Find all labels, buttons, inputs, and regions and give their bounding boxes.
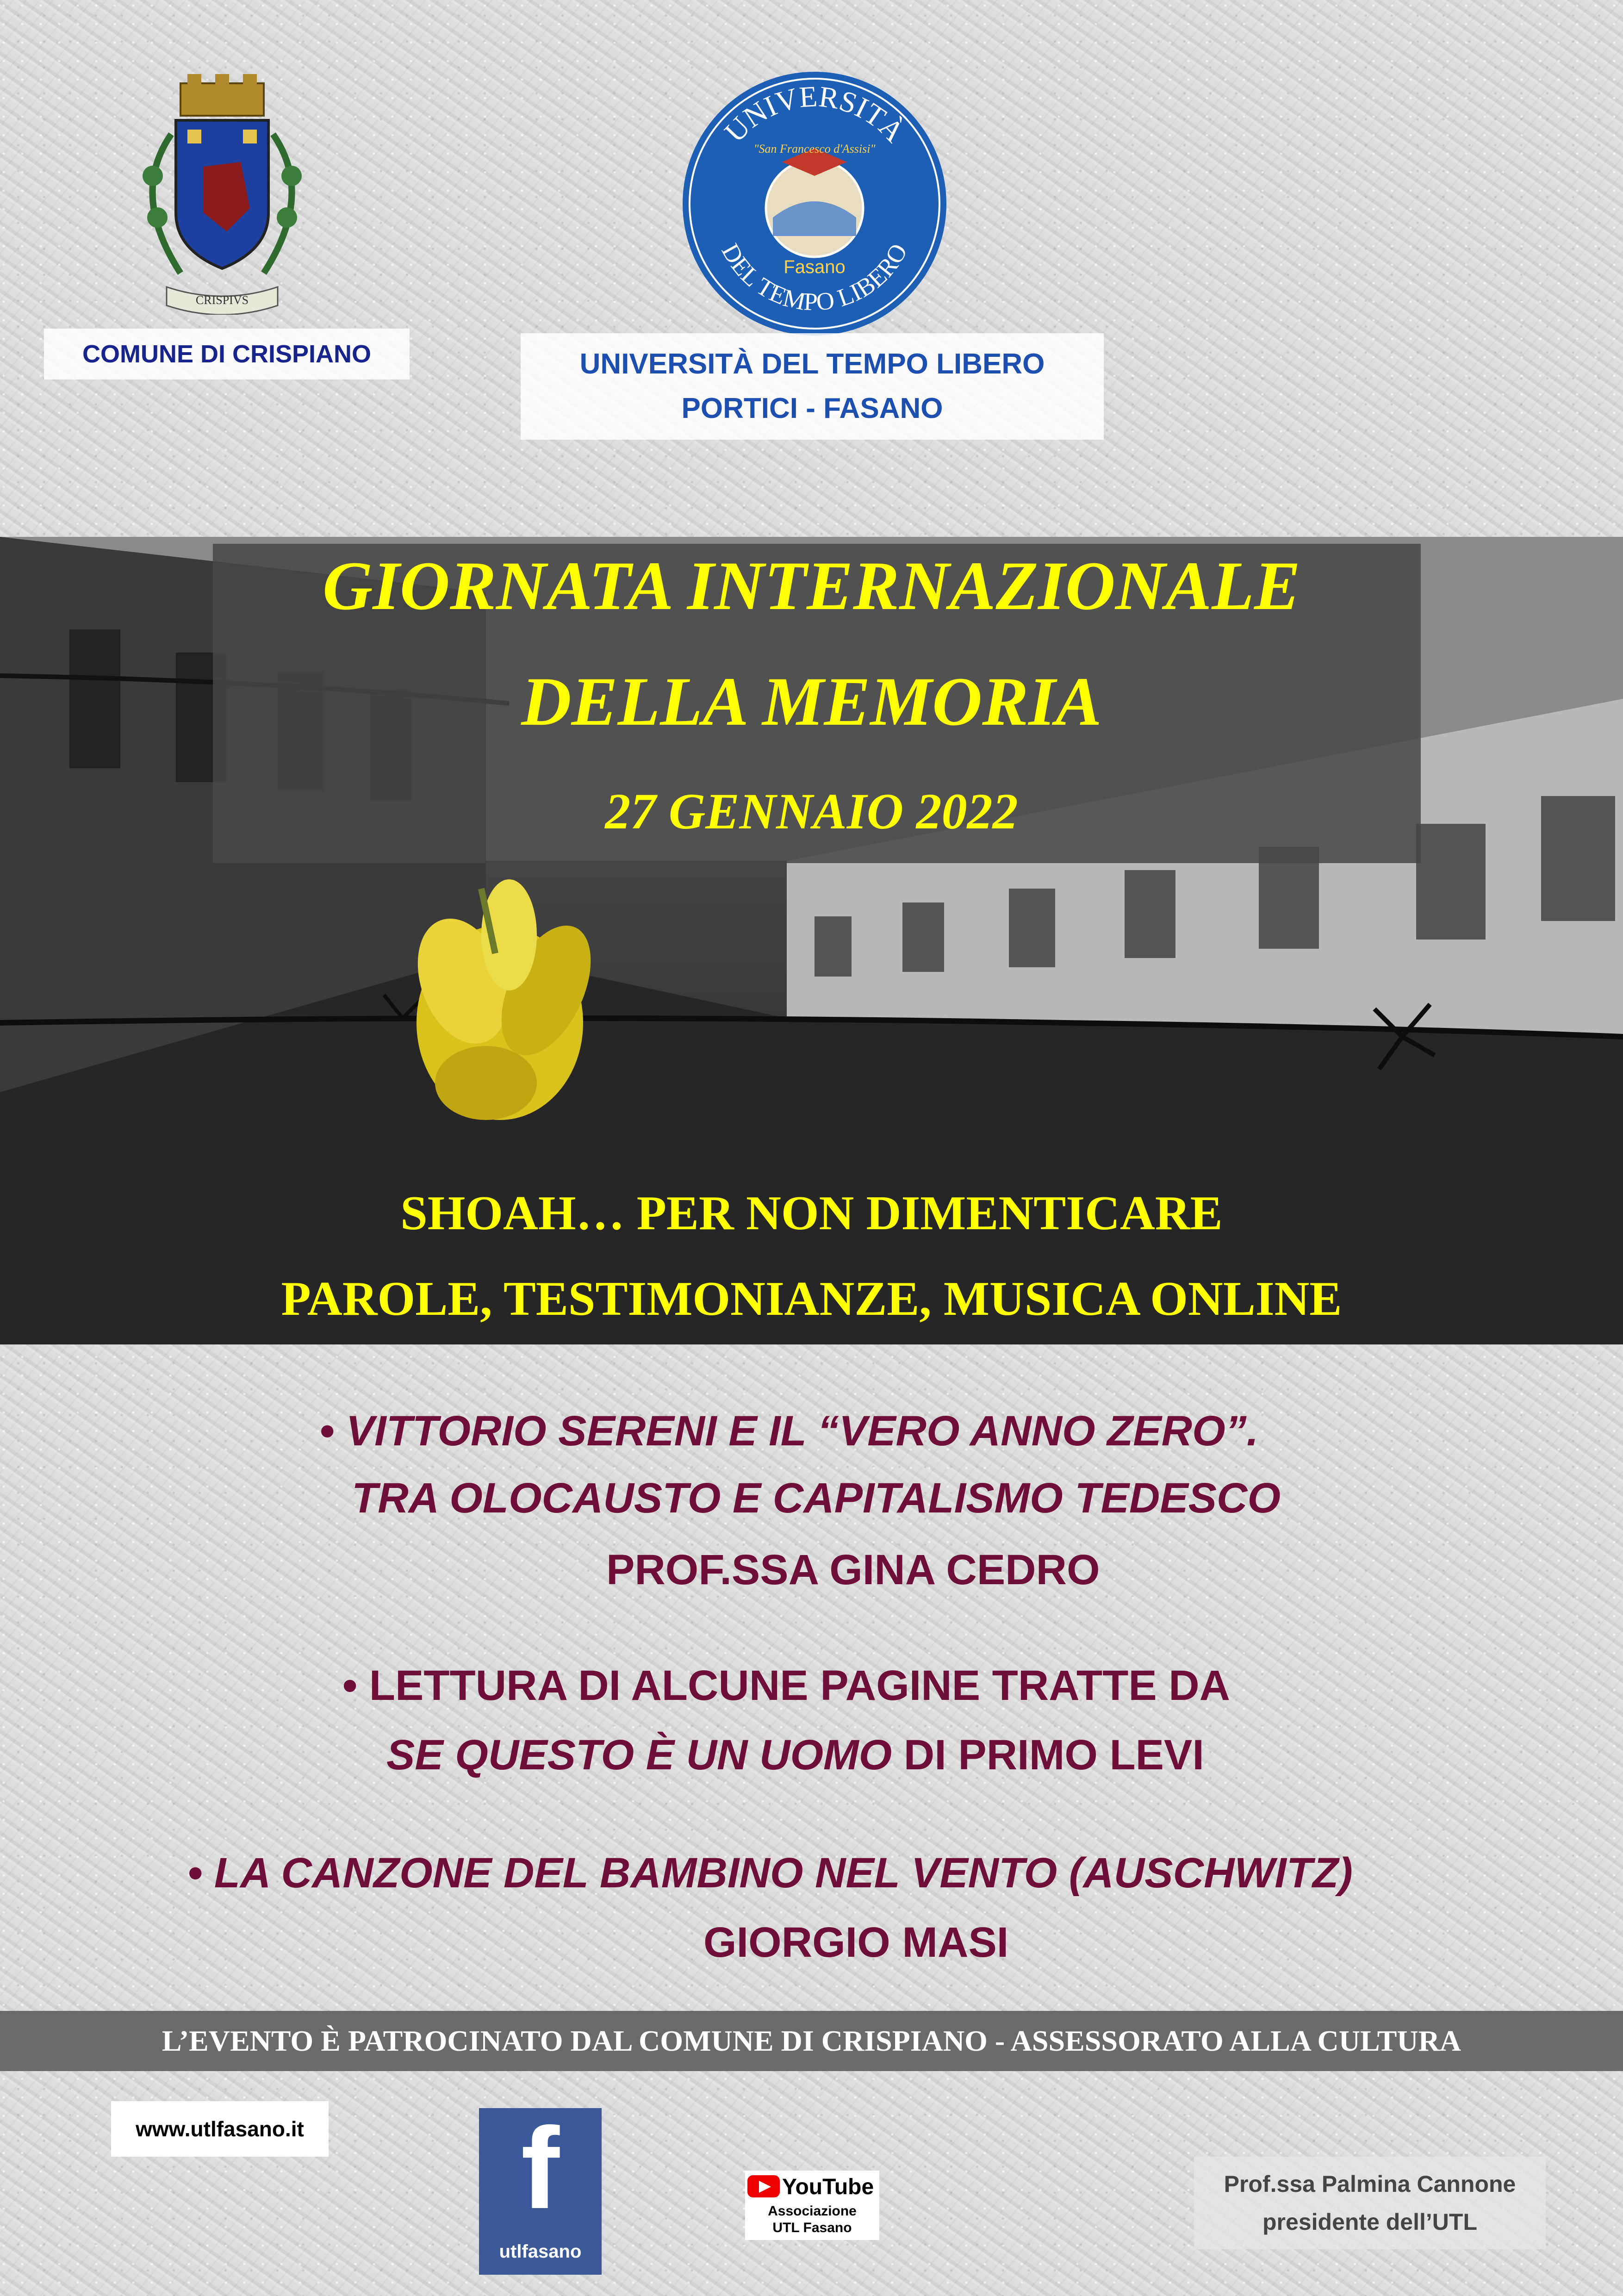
president-name: Prof.ssa Palmina Cannone: [1224, 2171, 1516, 2197]
program-item2-line1: • LETTURA DI ALCUNE PAGINE TRATTE DA: [342, 1662, 1231, 1709]
youtube-assoc-line2: UTL Fasano: [772, 2220, 852, 2235]
utl-label-line1: UNIVERSITÀ DEL TEMPO LIBERO: [579, 348, 1045, 380]
event-date: 27 GENNAIO 2022: [605, 783, 1018, 840]
event-subtitle-line1: SHOAH… PER NON DIMENTICARE: [400, 1186, 1223, 1240]
book-title: SE QUESTO È UN UOMO: [386, 1731, 892, 1779]
crest-motto: CRISPIVS: [195, 293, 249, 307]
facebook-handle: utlfasano: [499, 2241, 582, 2262]
patronage-bar: L’EVENTO È PATROCINATO DAL COMUNE DI CRISPIANO - ASSESSORATO ALLA CULTURA: [0, 2011, 1623, 2071]
program-item1-line1: • VITTORIO SERENI E IL “VERO ANNO ZERO”.: [319, 1407, 1259, 1455]
president-signature: [1194, 2157, 1546, 2249]
crispiano-label: COMUNE DI CRISPIANO: [44, 329, 410, 380]
event-subtitle-line2: PAROLE, TESTIMONIANZE, MUSICA ONLINE: [281, 1271, 1342, 1325]
youtube-play-icon: [759, 2181, 771, 2193]
youtube-wordmark: YouTube: [782, 2175, 874, 2199]
seal-city-text: Fasano: [784, 257, 846, 277]
utl-label-line2: PORTICI - FASANO: [681, 392, 943, 424]
utl-label: [521, 333, 1104, 440]
youtube-channel-name: [745, 2203, 879, 2236]
event-title-line2: DELLA MEMORIA: [521, 663, 1102, 740]
program-item3-line1: • LA CANZONE DEL BAMBINO NEL VENTO (AUSCHWITZ): [187, 1849, 1353, 1897]
event-title-line1: GIORNATA INTERNAZIONALE: [323, 548, 1300, 624]
crispiano-crest-logo: [111, 74, 333, 315]
seal-top-text: UNIVERSITÀ: [718, 80, 911, 149]
program-item2-line2: [386, 1731, 1204, 1780]
youtube-assoc-line1: Associazione: [768, 2203, 857, 2219]
program-item3-performer: GIORGIO MASI: [703, 1919, 1009, 1966]
seal-bottom-text: DEL TEMPO LIBERO: [716, 239, 913, 316]
facebook-icon: f: [521, 2103, 560, 2233]
president-role: presidente dell’UTL: [1262, 2209, 1477, 2235]
program-item1-speaker: PROF.SSA GINA CEDRO: [606, 1546, 1100, 1593]
website-link[interactable]: www.utlfasano.it: [111, 2101, 329, 2157]
book-author: DI PRIMO LEVI: [892, 1731, 1204, 1779]
seal-ribbon-text: "San Francesco d'Assisi": [753, 142, 876, 156]
utl-seal-logo: [680, 69, 949, 338]
program-item1-line2: TRA OLOCAUSTO E CAPITALISMO TEDESCO: [352, 1475, 1281, 1522]
